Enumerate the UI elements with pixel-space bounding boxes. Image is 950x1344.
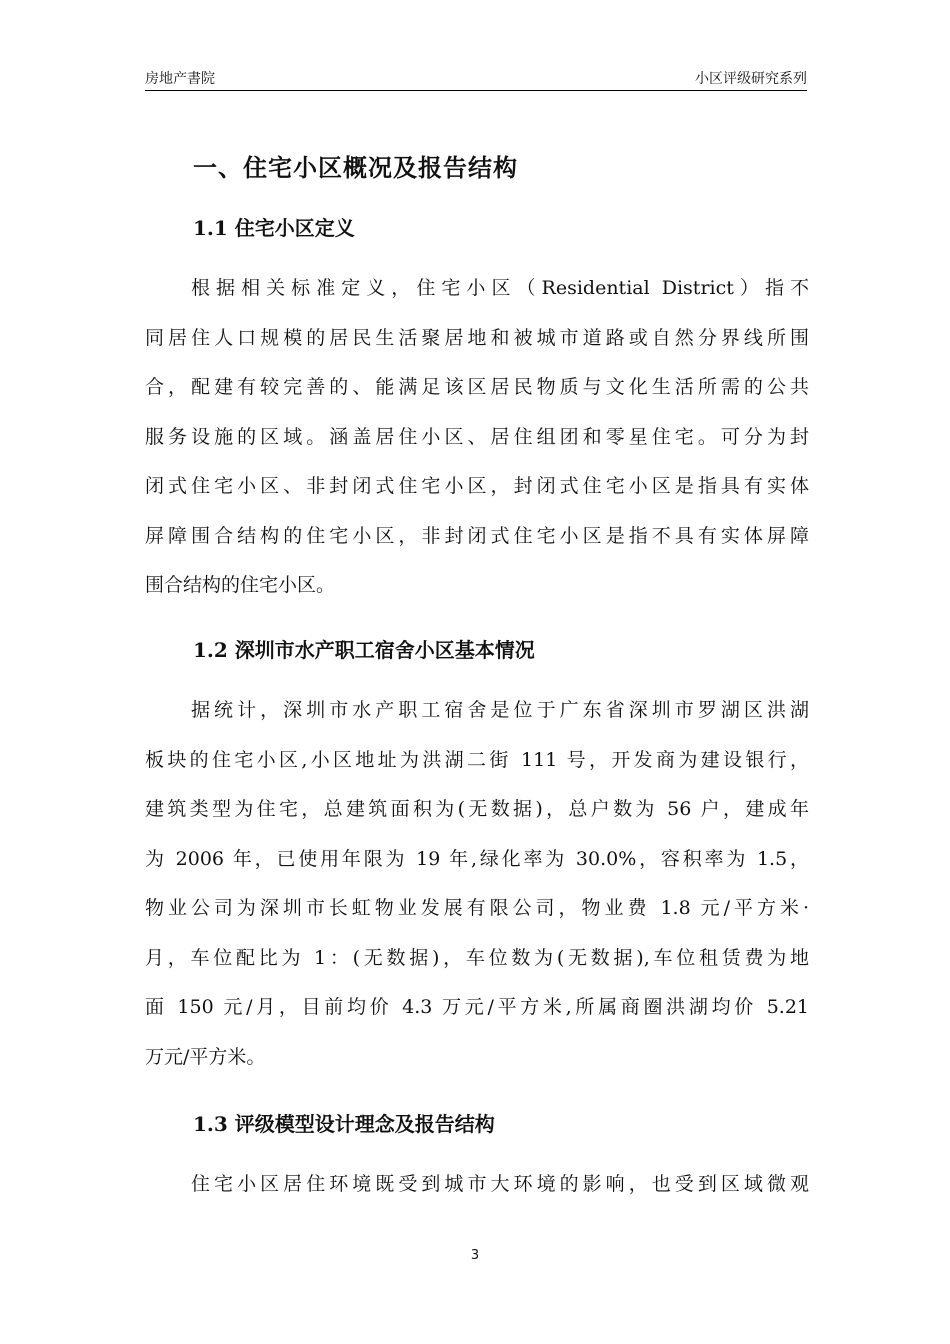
header-publisher: 房地产書院	[145, 71, 215, 87]
section-1-2-title: 1.2 深圳市水产职工宿舍小区基本情况	[193, 638, 535, 662]
paragraph-line: 万元/平方米。	[145, 1045, 266, 1068]
paragraph-line: 面 150 元/月，目前均价 4.3 万元/平方米,所属商圈洪湖均价 5.21	[145, 996, 809, 1018]
paragraph-line: 根据相关标准定义，住宅小区（Residential District）指不	[191, 277, 809, 299]
paragraph-line: 屏障围合结构的住宅小区，非封闭式住宅小区是指不具有实体屏障	[145, 524, 809, 547]
paragraph-line: 为 2006 年，已使用年限为 19 年,绿化率为 30.0%，容积率为 1.5，	[145, 847, 809, 870]
paragraph-line: 板块的住宅小区,小区地址为洪湖二街 111 号，开发商为建设银行，	[145, 748, 809, 771]
paragraph-line: 住宅小区居住环境既受到城市大环境的影响，也受到区域微观	[191, 1173, 809, 1195]
paragraph-line: 合，配建有较完善的、能满足该区居民物质与文化生活所需的公共	[145, 376, 809, 398]
header-series-title: 小区评级研究系列	[695, 71, 807, 87]
page-number: 3	[470, 1248, 480, 1263]
section-1-3-title: 1.3 评级模型设计理念及报告结构	[193, 1112, 495, 1136]
paragraph-line: 同居住人口规模的居民生活聚居地和被城市道路或自然分界线所围	[145, 326, 809, 349]
paragraph-line: 建筑类型为住宅，总建筑面积为(无数据)，总户数为 56 户，建成年	[145, 798, 809, 820]
paragraph-line: 据统计，深圳市水产职工宿舍是位于广东省深圳市罗湖区洪湖	[191, 699, 809, 721]
section-1-1-paragraph	[145, 264, 809, 611]
paragraph-line: 服务设施的区域。涵盖居住小区、居住组团和零星住宅。可分为封	[145, 425, 809, 448]
paragraph-line: 月，车位配比为 1：(无数据)，车位数为(无数据),车位租赁费为地	[145, 946, 809, 969]
paragraph-line: 围合结构的住宅小区。	[145, 574, 336, 596]
section-1-2-paragraph	[145, 686, 809, 1082]
paragraph-line: 闭式住宅小区、非封闭式住宅小区，封闭式住宅小区是指具有实体	[145, 475, 809, 497]
paragraph-line: 物业公司为深圳市长虹物业发展有限公司，物业费 1.8 元/平方米·	[145, 897, 809, 919]
page-header	[145, 68, 807, 91]
chapter-title: 一、住宅小区概况及报告结构	[193, 153, 518, 182]
section-1-3-paragraph	[145, 1160, 809, 1210]
section-1-1-title: 1.1 住宅小区定义	[193, 216, 355, 240]
